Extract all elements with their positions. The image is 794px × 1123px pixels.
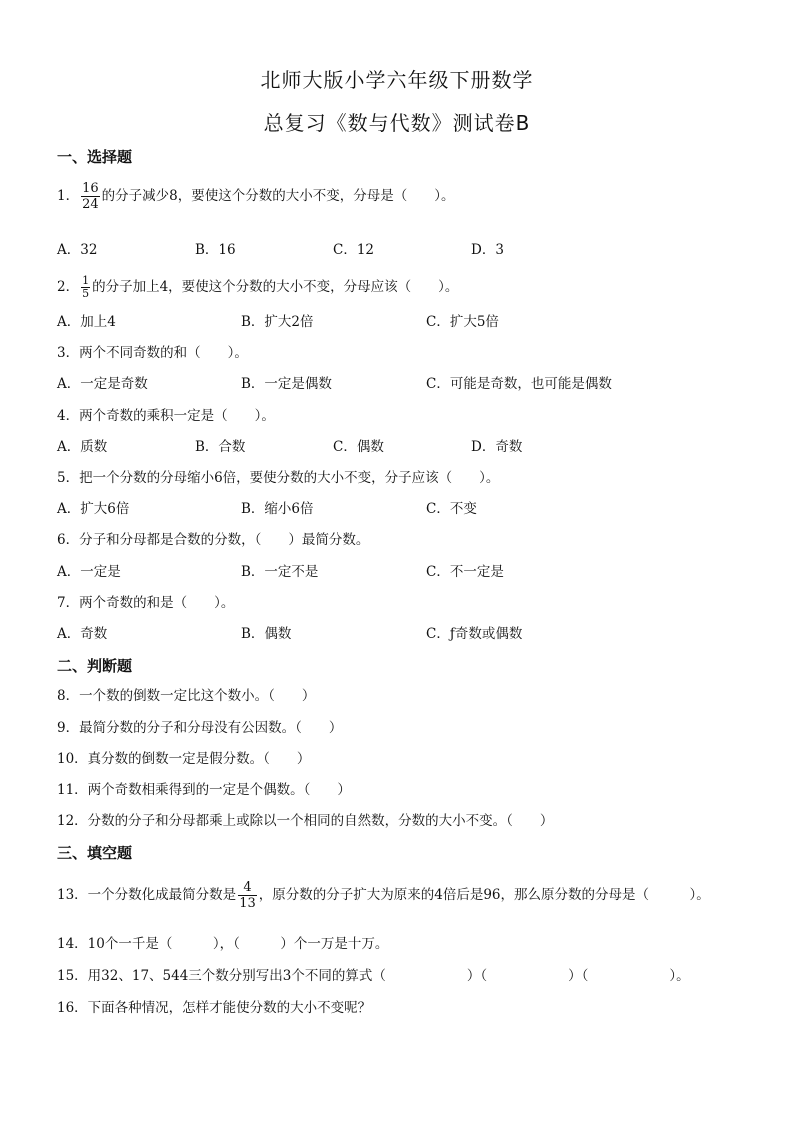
fraction-numerator: 4 bbox=[238, 880, 257, 896]
question-3: 3．两个不同奇数的和（ ）。 bbox=[57, 345, 248, 361]
section-heading-fill-in: 三、填空题 bbox=[57, 844, 133, 862]
question-7: 7．两个奇数的和是（ ）。 bbox=[57, 595, 235, 611]
question-4-option-d: D．奇数 bbox=[471, 439, 523, 455]
question-6-option-c: C．不一定是 bbox=[426, 564, 504, 580]
question-14: 14．10个一千是（ ），（ ）个一万是十万。 bbox=[57, 936, 389, 952]
question-15: 15．用32、17、544三个数分别写出3个不同的算式（ ）（ ）（ ）。 bbox=[57, 968, 690, 984]
question-13-text-before: 13．一个分数化成最简分数是 bbox=[57, 887, 237, 903]
question-13-text-after: ，原分数的分子扩大为原来的4倍后是96，那么原分数的分母是（ ）。 bbox=[258, 887, 710, 903]
question-10: 10．真分数的倒数一定是假分数。（ ） bbox=[57, 751, 311, 767]
question-1-fraction bbox=[81, 181, 100, 212]
fraction-denominator: 24 bbox=[82, 197, 99, 212]
question-1-option-c: C．12 bbox=[333, 242, 375, 258]
question-7-option-c: C．ƒ奇数或偶数 bbox=[426, 626, 523, 642]
question-4-option-b: B．合数 bbox=[195, 439, 246, 455]
title-line-1: 北师大版小学六年级下册数学 bbox=[260, 68, 534, 92]
question-4-option-c: C．偶数 bbox=[333, 439, 384, 455]
question-2-text: 的分子加上4，要使这个分数的大小不变，分母应该（ ）。 bbox=[92, 279, 459, 295]
question-6-option-a: A．一定是 bbox=[57, 564, 121, 580]
question-13 bbox=[57, 880, 710, 911]
question-7-option-a: A．奇数 bbox=[57, 626, 108, 642]
question-1 bbox=[57, 181, 454, 212]
question-3-option-a: A．一定是奇数 bbox=[57, 376, 148, 392]
question-1-text: 的分子减少8，要使这个分数的大小不变，分母是（ ）。 bbox=[101, 188, 455, 204]
question-3-option-c: C．可能是奇数，也可能是偶数 bbox=[426, 376, 612, 392]
question-1-option-d: D．3 bbox=[471, 242, 504, 258]
fraction-numerator: 16 bbox=[82, 181, 99, 196]
question-2-option-b: B．扩大2倍 bbox=[241, 314, 314, 330]
question-6: 6．分子和分母都是合数的分数，（ ）最简分数。 bbox=[57, 532, 370, 548]
title-line-2: 总复习《数与代数》测试卷B bbox=[263, 111, 531, 135]
question-16: 16．下面各种情况，怎样才能使分数的大小不变呢？ bbox=[57, 1000, 372, 1016]
question-9: 9．最简分数的分子和分母没有公因数。（ ） bbox=[57, 720, 343, 736]
question-5-option-a: A．扩大6倍 bbox=[57, 501, 130, 517]
question-11: 11．两个奇数相乘得到的一定是个偶数。（ ） bbox=[57, 782, 351, 798]
question-3-option-b: B．一定是偶数 bbox=[241, 376, 332, 392]
question-5-option-c: C．不变 bbox=[426, 501, 477, 517]
question-1-option-a: A．32 bbox=[57, 242, 98, 258]
question-7-option-b: B．偶数 bbox=[241, 626, 292, 642]
question-5-option-b: B．缩小6倍 bbox=[241, 501, 314, 517]
fraction-denominator: 5 bbox=[82, 287, 90, 300]
question-4-option-a: A．质数 bbox=[57, 439, 108, 455]
question-6-option-b: B．一定不是 bbox=[241, 564, 319, 580]
question-4: 4．两个奇数的乘积一定是（ ）。 bbox=[57, 408, 275, 424]
question-8: 8．一个数的倒数一定比这个数小。（ ） bbox=[57, 688, 316, 704]
section-heading-choice: 一、选择题 bbox=[57, 148, 133, 166]
section-heading-judgement: 二、判断题 bbox=[57, 657, 133, 675]
question-1-number: 1． bbox=[57, 188, 80, 204]
fraction-denominator: 13 bbox=[239, 896, 256, 911]
fraction-numerator: 1 bbox=[82, 274, 90, 287]
question-2 bbox=[57, 275, 458, 300]
question-2-fraction bbox=[81, 275, 90, 300]
question-2-option-a: A．加上4 bbox=[57, 314, 116, 330]
question-13-fraction bbox=[238, 880, 257, 911]
question-12: 12．分数的分子和分母都乘上或除以一个相同的自然数，分数的大小不变。（ ） bbox=[57, 813, 554, 829]
question-5: 5．把一个分数的分母缩小6倍，要使分数的大小不变，分子应该（ ）。 bbox=[57, 470, 500, 486]
question-2-number: 2． bbox=[57, 279, 80, 295]
question-1-option-b: B．16 bbox=[195, 242, 236, 258]
question-2-option-c: C．扩大5倍 bbox=[426, 314, 499, 330]
